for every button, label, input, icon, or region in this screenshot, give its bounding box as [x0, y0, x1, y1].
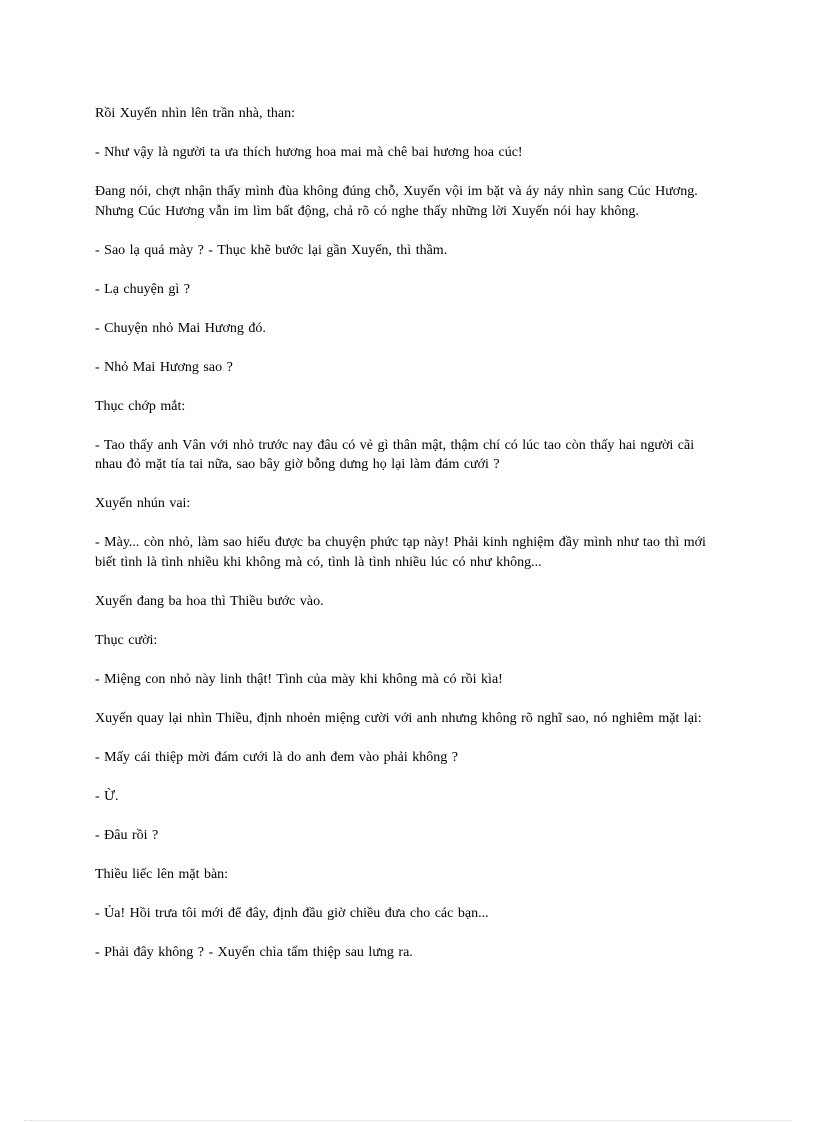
paragraph: - Đâu rồi ?	[95, 827, 159, 843]
paragraph: - Mấy cái thiệp mời đám cưới là do anh đem vào phải không ?	[95, 749, 458, 765]
paragraph: - Sao lạ quá mày ? - Thục khẽ bước lại gần Xuyến, thì thầm.	[95, 242, 448, 258]
paragraph: - Nhỏ Mai Hương sao ?	[95, 359, 233, 375]
paragraph: Xuyến đang ba hoa thì Thiều bước vào.	[95, 593, 324, 609]
page-bottom-divider	[24, 1120, 792, 1121]
paragraph: Thiều liếc lên mặt bàn:	[95, 866, 229, 882]
paragraph: - Phải đây không ? - Xuyến chìa tấm thiệp sau lưng ra.	[95, 944, 413, 960]
paragraph: - Mày... còn nhỏ, làm sao hiểu được ba chuyện phức tạp này! Phải kinh nghiệm đầy mình như tao thì mới biết tình là tình nhiều khi không mà có, tình là tình nhiều lúc có như không...	[95, 535, 706, 570]
paragraph: - Như vậy là người ta ưa thích hương hoa mai mà chê bai hương hoa cúc!	[95, 145, 523, 160]
paragraph: - Tao thấy anh Vân với nhỏ trước nay đâu có vẻ gì thân mật, thậm chí có lúc tao còn thấy hai người cãi nhau đỏ mặt tía tai nữa, sao bây giờ bỗng dưng họ lại làm đám cưới ?	[95, 437, 695, 472]
story-text	[95, 104, 720, 982]
paragraph: - Ừ.	[95, 788, 119, 804]
paragraph: Thục cười:	[95, 632, 158, 648]
paragraph: Thục chớp mắt:	[95, 398, 186, 414]
paragraph: - Miệng con nhỏ này linh thật! Tình của mày khi không mà có rồi kìa!	[95, 671, 503, 687]
paragraph: - Chuyện nhỏ Mai Hương đó.	[95, 320, 266, 336]
paragraph: - Ủa! Hồi trưa tôi mới để đây, định đầu giờ chiều đưa cho các bạn...	[95, 905, 489, 921]
paragraph: Đang nói, chợt nhận thấy mình đùa không đúng chỗ, Xuyến vội im bặt và áy náy nhìn sang Cúc Hương. Nhưng Cúc Hương vẫn im lìm bất động, chả rõ có nghe thấy những lời Xuyến nói hay không.	[95, 184, 698, 219]
paragraph: Xuyến quay lại nhìn Thiều, định nhoẻn miệng cười với anh nhưng không rõ nghĩ sao, nó nghiêm mặt lại:	[95, 710, 702, 726]
paragraph: - Lạ chuyện gì ?	[95, 281, 190, 297]
paragraph: Rồi Xuyến nhìn lên trần nhà, than:	[95, 106, 296, 121]
paragraph: Xuyến nhún vai:	[95, 496, 191, 511]
